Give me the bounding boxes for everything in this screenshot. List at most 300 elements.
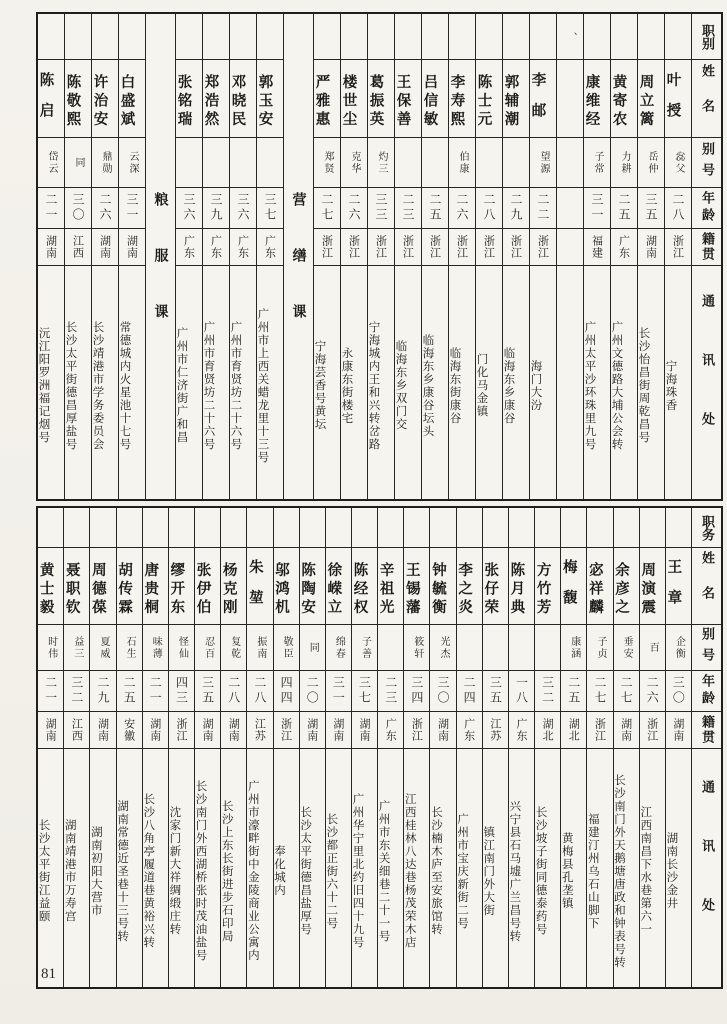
person-name-cell-text: 白盛斌 <box>119 74 135 130</box>
native-place-cell-text: 湖南 <box>148 718 162 742</box>
age-cell-text: 四四 <box>279 676 294 706</box>
age-cell <box>530 188 556 229</box>
header-label: 年龄 <box>699 191 714 225</box>
age-cell-text: 二三 <box>383 676 398 706</box>
address-cell-text: 湖南长沙金井 <box>665 832 680 910</box>
age-cell-text: 二八 <box>671 193 685 223</box>
age-cell <box>666 671 691 712</box>
person-name-cell-text: 徐嵘立 <box>325 561 342 618</box>
alias-cell <box>483 625 508 671</box>
person-name-cell-text: 严雅惠 <box>314 74 330 130</box>
job-category-cell <box>368 14 394 60</box>
age-cell-text: 四三 <box>174 676 189 706</box>
header-age <box>692 671 721 712</box>
person-name-cell <box>476 60 502 138</box>
person-name-cell-text: 陈敬熙 <box>65 74 81 130</box>
address-cell <box>221 749 246 987</box>
address-cell <box>65 266 91 499</box>
person-name-cell-text: 李寿熙 <box>449 74 465 130</box>
alias-cell-text: 鼎勋 <box>100 150 111 175</box>
header-label: 年龄 <box>699 674 714 708</box>
age-cell <box>587 671 612 712</box>
native-place-cell <box>169 712 194 749</box>
person-name-cell <box>584 60 610 138</box>
person-name-cell-text: 周德葆 <box>90 561 106 618</box>
age-cell <box>535 671 560 712</box>
person-name-cell <box>587 548 612 625</box>
person-name-cell-text: 许治安 <box>92 74 108 130</box>
native-place-cell <box>457 712 482 749</box>
person-name-cell <box>300 548 325 625</box>
person-name-cell <box>230 60 256 138</box>
age-cell <box>352 671 377 712</box>
person-name-cell-text: 康维经 <box>584 74 600 130</box>
native-place-cell-text: 浙江 <box>671 235 685 259</box>
header-column-top <box>691 14 721 499</box>
age-cell-text: 二五 <box>617 193 631 223</box>
address-cell-text: 长沙太平街江益颐 <box>38 819 52 923</box>
person-name-cell-text: 张仔荣 <box>482 561 499 618</box>
person-name-cell <box>176 60 202 138</box>
section-divider-column <box>145 14 175 499</box>
age-cell <box>404 671 429 712</box>
address-cell <box>395 266 421 499</box>
address-cell-text: 奉化城内 <box>273 845 287 897</box>
alias-cell <box>176 138 202 188</box>
alias-cell <box>274 625 299 671</box>
job-category-cell <box>119 14 145 60</box>
header-name <box>692 548 721 625</box>
person-name-cell-text: 周立篱 <box>638 74 654 130</box>
native-place-cell <box>90 712 115 749</box>
age-cell <box>230 188 256 229</box>
age-cell-text: 二九 <box>509 193 523 223</box>
person-name-cell <box>90 548 115 625</box>
alias-cell-text: 时伟 <box>45 635 57 660</box>
alias-cell-text: 云深 <box>127 150 138 175</box>
native-place-cell-text: 广东 <box>384 718 398 742</box>
native-place-cell-text: 浙江 <box>645 718 659 742</box>
alias-cell <box>117 625 142 671</box>
address-cell <box>368 266 394 499</box>
person-column <box>610 14 637 499</box>
alias-cell-text: 灼三 <box>376 150 387 175</box>
alias-cell-text: 绵春 <box>333 635 345 660</box>
person-name-cell <box>65 60 91 138</box>
age-cell <box>247 671 272 712</box>
age-cell-text: 二九 <box>95 676 110 706</box>
age-cell <box>368 188 394 229</box>
job-category-cell <box>326 508 351 548</box>
job-category-cell <box>561 508 586 548</box>
header-label: 别号 <box>699 626 714 669</box>
person-name-cell-text: 朱堃 <box>247 559 263 620</box>
person-name-cell <box>395 60 421 138</box>
header-column-bottom <box>691 508 721 987</box>
job-category-cell <box>638 14 664 60</box>
job-category-cell <box>509 508 534 548</box>
address-cell <box>666 749 691 987</box>
person-name-cell <box>666 548 691 625</box>
job-category-cell <box>587 508 612 548</box>
address-cell <box>665 266 691 499</box>
person-name-cell <box>430 548 455 625</box>
job-category-cell <box>404 508 429 548</box>
person-column <box>456 508 482 987</box>
address-cell <box>92 266 118 499</box>
person-name-cell <box>535 548 560 625</box>
person-name-cell-text: 陈经权 <box>351 561 368 618</box>
header-label: 通讯处 <box>699 294 714 471</box>
native-place-cell <box>509 712 534 749</box>
age-cell <box>38 188 64 229</box>
age-cell <box>557 188 583 229</box>
person-column <box>313 14 340 499</box>
native-place-cell-text: 湖南 <box>358 718 372 742</box>
person-column <box>448 14 475 499</box>
native-place-cell-text: 湖南 <box>227 718 241 742</box>
person-column <box>89 508 115 987</box>
alias-cell-text: 光杰 <box>438 635 450 660</box>
alias-cell-text: 企衡 <box>673 635 685 660</box>
address-cell <box>404 749 429 987</box>
age-cell-text: 三一 <box>590 193 604 223</box>
job-category-cell <box>65 14 91 60</box>
address-cell-text: 兴宁县石马墟广兰昌号转 <box>508 799 523 943</box>
age-cell <box>457 671 482 712</box>
alias-cell <box>457 625 482 671</box>
native-place-cell-text: 湖北 <box>567 718 581 742</box>
person-name-cell <box>38 548 63 625</box>
address-cell <box>638 266 664 499</box>
age-cell <box>476 188 502 229</box>
alias-cell <box>535 625 560 671</box>
address-cell <box>300 749 325 987</box>
age-cell-text: 二一 <box>43 676 58 706</box>
person-name-cell <box>221 548 246 625</box>
person-column <box>118 14 145 499</box>
person-name-cell <box>638 60 664 138</box>
person-name-cell-text: 聂职钦 <box>64 561 80 618</box>
person-name-cell-text: 郑浩然 <box>203 74 219 130</box>
alias-cell-text: 力耕 <box>619 150 630 175</box>
age-cell-text: 三一 <box>331 676 346 706</box>
age-cell-text: 一八 <box>514 676 529 706</box>
person-column <box>637 14 664 499</box>
job-category-cell <box>352 508 377 548</box>
person-name-cell <box>378 548 403 625</box>
person-name-cell <box>257 60 283 138</box>
person-column <box>529 14 556 499</box>
person-name-cell <box>169 548 194 625</box>
address-cell-text: 湖南常德近圣巷十三号转 <box>116 799 131 943</box>
person-name-cell-text: 邬鸿机 <box>273 561 289 618</box>
native-place-cell <box>404 712 429 749</box>
alias-cell-text: 益三 <box>71 635 83 660</box>
address-cell-text: 临海东街康谷 <box>449 346 463 425</box>
job-category-cell <box>430 508 455 548</box>
person-column <box>377 508 403 987</box>
native-place-cell-text: 湖北 <box>541 718 555 742</box>
address-cell-text: 广州太平沙环珠里九号 <box>584 320 598 451</box>
empty-column <box>556 14 583 499</box>
age-cell-text: 三七 <box>357 676 372 706</box>
native-place-cell-text: 浙江 <box>509 235 523 259</box>
address-cell <box>326 749 351 987</box>
person-column <box>91 14 118 499</box>
native-place-cell <box>587 712 612 749</box>
job-category-cell <box>38 508 63 548</box>
age-cell <box>64 671 89 712</box>
address-cell <box>230 266 256 499</box>
native-place-cell <box>476 229 502 266</box>
age-cell <box>143 671 168 712</box>
age-cell-text: 二三 <box>401 193 415 223</box>
age-cell-text: 二四 <box>462 676 477 706</box>
person-name-cell <box>119 60 145 138</box>
header-label: 姓名 <box>699 63 714 134</box>
person-name-cell-text: 辛祖光 <box>378 561 394 618</box>
age-cell <box>584 188 610 229</box>
native-place-cell-text: 浙江 <box>428 235 442 259</box>
alias-cell-text: 垂安 <box>621 635 633 660</box>
person-column <box>367 14 394 499</box>
person-column <box>421 14 448 499</box>
job-category-cell <box>422 14 448 60</box>
alias-cell <box>203 138 229 188</box>
native-place-cell-text: 浙江 <box>410 718 424 742</box>
native-place-cell <box>64 712 89 749</box>
native-place-cell <box>561 712 586 749</box>
age-cell <box>117 671 142 712</box>
native-place-cell <box>666 712 691 749</box>
address-cell <box>535 749 560 987</box>
age-cell <box>430 671 455 712</box>
alias-cell <box>557 138 583 188</box>
person-name-cell <box>561 548 586 625</box>
address-cell <box>38 266 64 499</box>
native-place-cell-text: 江西 <box>71 235 85 259</box>
age-cell-text: 三六 <box>236 193 250 223</box>
alias-cell <box>666 625 691 671</box>
header-label: 籍贯 <box>699 715 714 745</box>
job-category-cell <box>611 14 637 60</box>
alias-cell <box>326 625 351 671</box>
native-place-cell <box>638 229 664 266</box>
alias-cell-text: 怪仙 <box>176 635 188 660</box>
age-cell <box>378 671 403 712</box>
person-name-cell-text: 张铭瑞 <box>176 74 192 130</box>
alias-cell <box>587 625 612 671</box>
person-name-cell-text: 陈士元 <box>476 74 492 130</box>
alias-cell <box>611 138 637 188</box>
person-name-cell-text: 余彦之 <box>613 561 630 618</box>
job-category-cell <box>247 508 272 548</box>
person-name-cell-text: 陈启 <box>38 71 54 133</box>
alias-cell <box>314 138 340 188</box>
person-name-cell <box>326 548 351 625</box>
alias-cell-text: 忍百 <box>202 635 214 660</box>
person-column <box>560 508 586 987</box>
person-column <box>351 508 377 987</box>
native-place-cell-text: 广东 <box>182 235 196 259</box>
address-cell <box>430 749 455 987</box>
age-cell-text: 二八 <box>252 676 267 706</box>
address-cell-text: 宁海珠香 <box>665 359 679 412</box>
age-cell-text: 二〇 <box>305 676 320 706</box>
native-place-cell <box>449 229 475 266</box>
age-cell <box>195 671 220 712</box>
alias-cell <box>221 625 246 671</box>
alias-cell-text: 郑贤 <box>322 150 333 175</box>
native-place-cell-text: 江苏 <box>253 718 267 742</box>
alias-cell <box>404 625 429 671</box>
person-name-cell <box>352 548 377 625</box>
address-cell-text: 临海东乡双门交 <box>395 340 409 431</box>
alias-cell <box>430 625 455 671</box>
person-name-cell-text: 黄寄农 <box>611 74 627 130</box>
address-cell-text: 沅江阳罗洲福记烟号 <box>38 327 52 444</box>
alias-cell <box>584 138 610 188</box>
alias-cell-text: 望源 <box>538 150 549 175</box>
alias-cell <box>614 625 639 671</box>
person-name-cell-text: 陈月典 <box>508 561 525 618</box>
header-alias <box>692 625 721 671</box>
native-place-cell-text: 浙江 <box>174 718 188 742</box>
native-place-cell <box>640 712 665 749</box>
person-name-cell <box>557 60 583 138</box>
alias-cell-text: 筱轩 <box>411 635 423 660</box>
address-cell <box>352 749 377 987</box>
alias-cell <box>38 625 63 671</box>
header-address <box>692 266 721 499</box>
native-place-cell <box>422 229 448 266</box>
person-name-cell <box>483 548 508 625</box>
alias-cell-text: 岱云 <box>46 150 57 175</box>
address-cell-text: 海门大汾 <box>530 359 544 412</box>
address-cell <box>274 749 299 987</box>
person-column <box>664 14 691 499</box>
alias-cell-text: 子常 <box>592 150 603 175</box>
address-cell <box>457 749 482 987</box>
native-place-cell-text: 湖南 <box>436 718 450 742</box>
age-cell-text: 二一 <box>44 193 58 223</box>
native-place-cell <box>230 229 256 266</box>
job-category-cell <box>457 508 482 548</box>
alias-cell-text: 同 <box>307 641 319 654</box>
native-place-cell-text: 浙江 <box>347 235 361 259</box>
alias-cell-text: 惢父 <box>673 150 684 175</box>
address-cell-text: 广州市宝庆新街二号 <box>456 812 471 930</box>
person-column <box>63 508 89 987</box>
header-name <box>692 60 721 138</box>
person-column <box>229 14 256 499</box>
native-place-cell-text: 湖南 <box>671 718 685 742</box>
job-category-cell <box>341 14 367 60</box>
native-place-cell-text: 浙江 <box>279 718 293 742</box>
person-name-cell <box>203 60 229 138</box>
job-category-cell <box>203 14 229 60</box>
native-place-cell <box>221 712 246 749</box>
person-column <box>502 14 529 499</box>
native-place-cell <box>257 229 283 266</box>
alias-cell-text: 复乾 <box>228 635 240 660</box>
job-category-cell <box>169 508 194 548</box>
age-cell <box>640 671 665 712</box>
address-cell-text: 沈家门新大祥绸缎庄转 <box>168 806 183 936</box>
native-place-cell-text: 广东 <box>209 235 223 259</box>
native-place-cell <box>614 712 639 749</box>
person-name-cell <box>314 60 340 138</box>
address-cell <box>509 749 534 987</box>
person-name-cell-text: 宓祥麟 <box>587 561 603 618</box>
job-category-cell <box>314 14 340 60</box>
address-cell-text: 长沙怡昌街周乾昌号 <box>638 327 652 444</box>
directory-table-bottom <box>36 506 723 989</box>
alias-cell-text: 百 <box>647 641 659 654</box>
person-column <box>586 508 612 987</box>
header-native-place <box>692 229 721 266</box>
person-name-cell-text: 楼世尘 <box>341 74 357 130</box>
address-cell-text: 广州市上西关蜡龙里十三号 <box>257 307 271 464</box>
native-place-cell-text: 湖南 <box>44 718 58 742</box>
alias-cell-text: 振南 <box>254 635 266 660</box>
address-cell-text: 湖南初阳大营市 <box>90 825 104 917</box>
address-cell <box>203 266 229 499</box>
address-cell-text: 广州市育贤坊二十六号 <box>230 320 244 451</box>
age-cell <box>314 188 340 229</box>
person-name-cell-text: 吕信敏 <box>422 74 438 130</box>
age-cell-text: 二五 <box>428 193 442 223</box>
address-cell <box>119 266 145 499</box>
age-cell-text: 二五 <box>122 676 137 706</box>
address-cell <box>195 749 220 987</box>
section-label: 营缮课 <box>290 192 307 360</box>
age-cell-text: 二五 <box>566 676 581 706</box>
native-place-cell-text: 安徽 <box>122 718 136 742</box>
age-cell <box>326 671 351 712</box>
job-category-cell <box>300 508 325 548</box>
job-category-cell <box>584 14 610 60</box>
alias-cell-text: 同 <box>73 156 84 169</box>
address-cell-text: 广州市濠畔街中金陵商业公寓内 <box>247 780 261 962</box>
age-cell <box>561 671 586 712</box>
person-column <box>168 508 194 987</box>
job-category-cell <box>378 508 403 548</box>
address-cell <box>561 749 586 987</box>
person-name-cell-text: 李之炎 <box>456 561 473 618</box>
job-category-cell <box>92 14 118 60</box>
age-cell-text: 三〇 <box>671 676 686 706</box>
person-name-cell <box>530 60 556 138</box>
age-cell <box>611 188 637 229</box>
native-place-cell-text: 湖南 <box>125 235 139 259</box>
job-category-cell <box>535 508 560 548</box>
person-column <box>194 508 220 987</box>
age-cell <box>221 671 246 712</box>
address-cell <box>257 266 283 499</box>
person-name-cell-text: 邓晓民 <box>230 74 246 130</box>
job-category-cell <box>476 14 502 60</box>
alias-cell-text: 石生 <box>124 635 136 660</box>
alias-cell-text: 岳仲 <box>646 150 657 175</box>
job-category-cell <box>230 14 256 60</box>
age-cell <box>169 671 194 712</box>
header-label: 通讯处 <box>699 779 714 957</box>
native-place-cell-text: 浙江 <box>401 235 415 259</box>
native-place-cell-text: 湖南 <box>98 235 112 259</box>
address-cell <box>614 749 639 987</box>
